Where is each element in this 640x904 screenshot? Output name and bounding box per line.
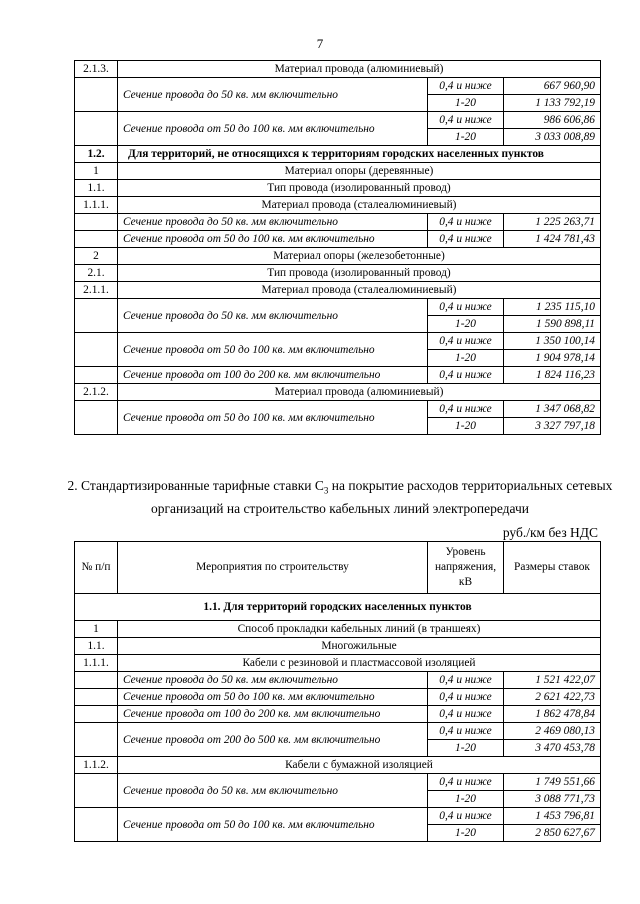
rate-value: 1 824 116,23 [504, 367, 601, 384]
cross-section-label: Сечение провода до 50 кв. мм включительно [118, 299, 428, 333]
voltage-value: 1-20 [428, 350, 504, 367]
voltage-value: 0,4 и ниже [428, 231, 504, 248]
table-row [75, 112, 601, 129]
rate-value: 1 862 478,84 [504, 706, 601, 723]
row-title: Способ прокладки кабельных линий (в траншеях) [118, 621, 601, 638]
row-number-empty [75, 367, 118, 384]
rate-value: 2 469 080,13 [504, 723, 601, 740]
table-row [75, 214, 601, 231]
rate-value: 1 424 781,43 [504, 231, 601, 248]
rate-value: 1 590 898,11 [504, 316, 601, 333]
group-row [75, 61, 601, 78]
row-title: Кабели с резиновой и пластмассовой изоляцией [118, 655, 601, 672]
row-title: Кабели с бумажной изоляцией [118, 757, 601, 774]
voltage-value: 0,4 и ниже [428, 774, 504, 791]
voltage-value: 0,4 и ниже [428, 672, 504, 689]
row-number: 2.1.1. [75, 282, 118, 299]
row-title: Материал провода (алюминиевый) [118, 384, 601, 401]
section-heading-text-2: на покрытие расходов территориальных сетевых организаций на строительство кабельных линий электропередачи [151, 478, 613, 516]
group-row [75, 282, 601, 299]
voltage-value: 0,4 и ниже [428, 367, 504, 384]
row-title: Материал провода (сталеалюминиевый) [118, 282, 601, 299]
cross-section-label: Сечение провода от 200 до 500 кв. мм включительно [118, 723, 428, 757]
group-row [75, 248, 601, 265]
section-heading-subscript: 3 [323, 485, 329, 496]
table-body [75, 594, 601, 842]
rate-value: 3 327 797,18 [504, 418, 601, 435]
row-number: 1.1. [75, 180, 118, 197]
row-number-empty [75, 214, 118, 231]
row-title: 1.1. Для территорий городских населенных пунктов [75, 594, 601, 621]
group-row [75, 757, 601, 774]
row-title: Многожильные [118, 638, 601, 655]
table-row [75, 299, 601, 316]
row-number: 1.2. [75, 146, 118, 163]
section-heading [62, 477, 618, 517]
rate-value: 1 904 978,14 [504, 350, 601, 367]
cross-section-label: Сечение провода до 50 кв. мм включительно [118, 774, 428, 808]
row-title: Материал опоры (железобетонные) [118, 248, 601, 265]
row-number-empty [75, 299, 118, 333]
header-activity: Мероприятия по строительству [118, 542, 428, 594]
table-row [75, 706, 601, 723]
table-body [75, 61, 601, 435]
section-row [75, 146, 601, 163]
row-number: 2 [75, 248, 118, 265]
group-row [75, 265, 601, 282]
table-row [75, 78, 601, 95]
voltage-value: 0,4 и ниже [428, 214, 504, 231]
row-title: Материал опоры (деревянные) [118, 163, 601, 180]
rate-value: 1 225 263,71 [504, 214, 601, 231]
voltage-value: 0,4 и ниже [428, 401, 504, 418]
cross-section-label: Сечение провода от 50 до 100 кв. мм включительно [118, 333, 428, 367]
rate-value: 1 453 796,81 [504, 808, 601, 825]
row-number: 1.1. [75, 638, 118, 655]
row-number: 1.1.2. [75, 757, 118, 774]
row-number: 1 [75, 621, 118, 638]
rate-value: 3 088 771,73 [504, 791, 601, 808]
cable-lines-rates-table [74, 541, 601, 842]
table-header-row [75, 542, 601, 594]
row-number-empty [75, 78, 118, 112]
units-note: руб./км без НДС [502, 525, 598, 540]
cross-section-label: Сечение провода до 50 кв. мм включительно [118, 214, 428, 231]
table-row [75, 333, 601, 350]
header-num: № п/п [75, 542, 118, 594]
voltage-value: 1-20 [428, 316, 504, 333]
row-title: Материал провода (алюминиевый) [118, 61, 601, 78]
overhead-lines-rates-table [74, 60, 601, 435]
cross-section-label: Сечение провода от 50 до 100 кв. мм включительно [118, 112, 428, 146]
row-number-empty [75, 672, 118, 689]
group-row [75, 163, 601, 180]
row-number: 1.1.1. [75, 655, 118, 672]
rate-value: 986 606,86 [504, 112, 601, 129]
group-row [75, 655, 601, 672]
row-number-empty [75, 723, 118, 757]
row-number-empty [75, 112, 118, 146]
row-number-empty [75, 401, 118, 435]
voltage-value: 1-20 [428, 825, 504, 842]
table-row [75, 689, 601, 706]
row-title: Материал провода (сталеалюминиевый) [118, 197, 601, 214]
voltage-value: 1-20 [428, 740, 504, 757]
table-row [75, 367, 601, 384]
rate-value: 2 621 422,73 [504, 689, 601, 706]
voltage-value: 0,4 и ниже [428, 808, 504, 825]
table-row [75, 231, 601, 248]
row-number-empty [75, 774, 118, 808]
row-number-empty [75, 689, 118, 706]
group-row [75, 621, 601, 638]
cross-section-label: Сечение провода от 100 до 200 кв. мм включительно [118, 706, 428, 723]
voltage-value: 0,4 и ниже [428, 723, 504, 740]
rate-value: 1 133 792,19 [504, 95, 601, 112]
row-number: 1 [75, 163, 118, 180]
section-row [75, 594, 601, 621]
table-row [75, 401, 601, 418]
voltage-value: 0,4 и ниже [428, 78, 504, 95]
table-row [75, 672, 601, 689]
cross-section-label: Сечение провода от 50 до 100 кв. мм включительно [118, 231, 428, 248]
row-title: Тип провода (изолированный провод) [118, 265, 601, 282]
row-title: Тип провода (изолированный провод) [118, 180, 601, 197]
row-number-empty [75, 808, 118, 842]
cross-section-label: Сечение провода от 50 до 100 кв. мм включительно [118, 401, 428, 435]
rate-value: 1 347 068,82 [504, 401, 601, 418]
row-number: 1.1.1. [75, 197, 118, 214]
row-title: Для территорий, не относящихся к территориям городских населенных пунктов [118, 146, 601, 163]
row-number-empty [75, 333, 118, 367]
cross-section-label: Сечение провода до 50 кв. мм включительно [118, 672, 428, 689]
rate-value: 2 850 627,67 [504, 825, 601, 842]
row-number: 2.1.3. [75, 61, 118, 78]
header-rate: Размеры ставок [504, 542, 601, 594]
voltage-value: 0,4 и ниже [428, 706, 504, 723]
row-number: 2.1. [75, 265, 118, 282]
row-number-empty [75, 231, 118, 248]
group-row [75, 384, 601, 401]
table-row [75, 774, 601, 791]
page-number: 7 [316, 36, 324, 51]
voltage-value: 1-20 [428, 95, 504, 112]
rate-value: 667 960,90 [504, 78, 601, 95]
cross-section-label: Сечение провода от 100 до 200 кв. мм включительно [118, 367, 428, 384]
voltage-value: 1-20 [428, 418, 504, 435]
header-voltage: Уровень напряжения, кВ [428, 542, 504, 594]
rate-value: 1 749 551,66 [504, 774, 601, 791]
rate-value: 3 033 008,89 [504, 129, 601, 146]
cross-section-label: Сечение провода от 50 до 100 кв. мм включительно [118, 808, 428, 842]
row-number-empty [75, 706, 118, 723]
cross-section-label: Сечение провода до 50 кв. мм включительно [118, 78, 428, 112]
voltage-value: 0,4 и ниже [428, 689, 504, 706]
group-row [75, 197, 601, 214]
voltage-value: 1-20 [428, 129, 504, 146]
group-row [75, 180, 601, 197]
cross-section-label: Сечение провода от 50 до 100 кв. мм включительно [118, 689, 428, 706]
rate-value: 1 521 422,07 [504, 672, 601, 689]
rate-value: 3 470 453,78 [504, 740, 601, 757]
voltage-value: 0,4 и ниже [428, 299, 504, 316]
table-row [75, 808, 601, 825]
table-row [75, 723, 601, 740]
row-number: 2.1.2. [75, 384, 118, 401]
voltage-value: 0,4 и ниже [428, 333, 504, 350]
group-row [75, 638, 601, 655]
voltage-value: 0,4 и ниже [428, 112, 504, 129]
voltage-value: 1-20 [428, 791, 504, 808]
rate-value: 1 350 100,14 [504, 333, 601, 350]
rate-value: 1 235 115,10 [504, 299, 601, 316]
section-heading-text-1: 2. Стандартизированные тарифные ставки С [67, 478, 324, 493]
